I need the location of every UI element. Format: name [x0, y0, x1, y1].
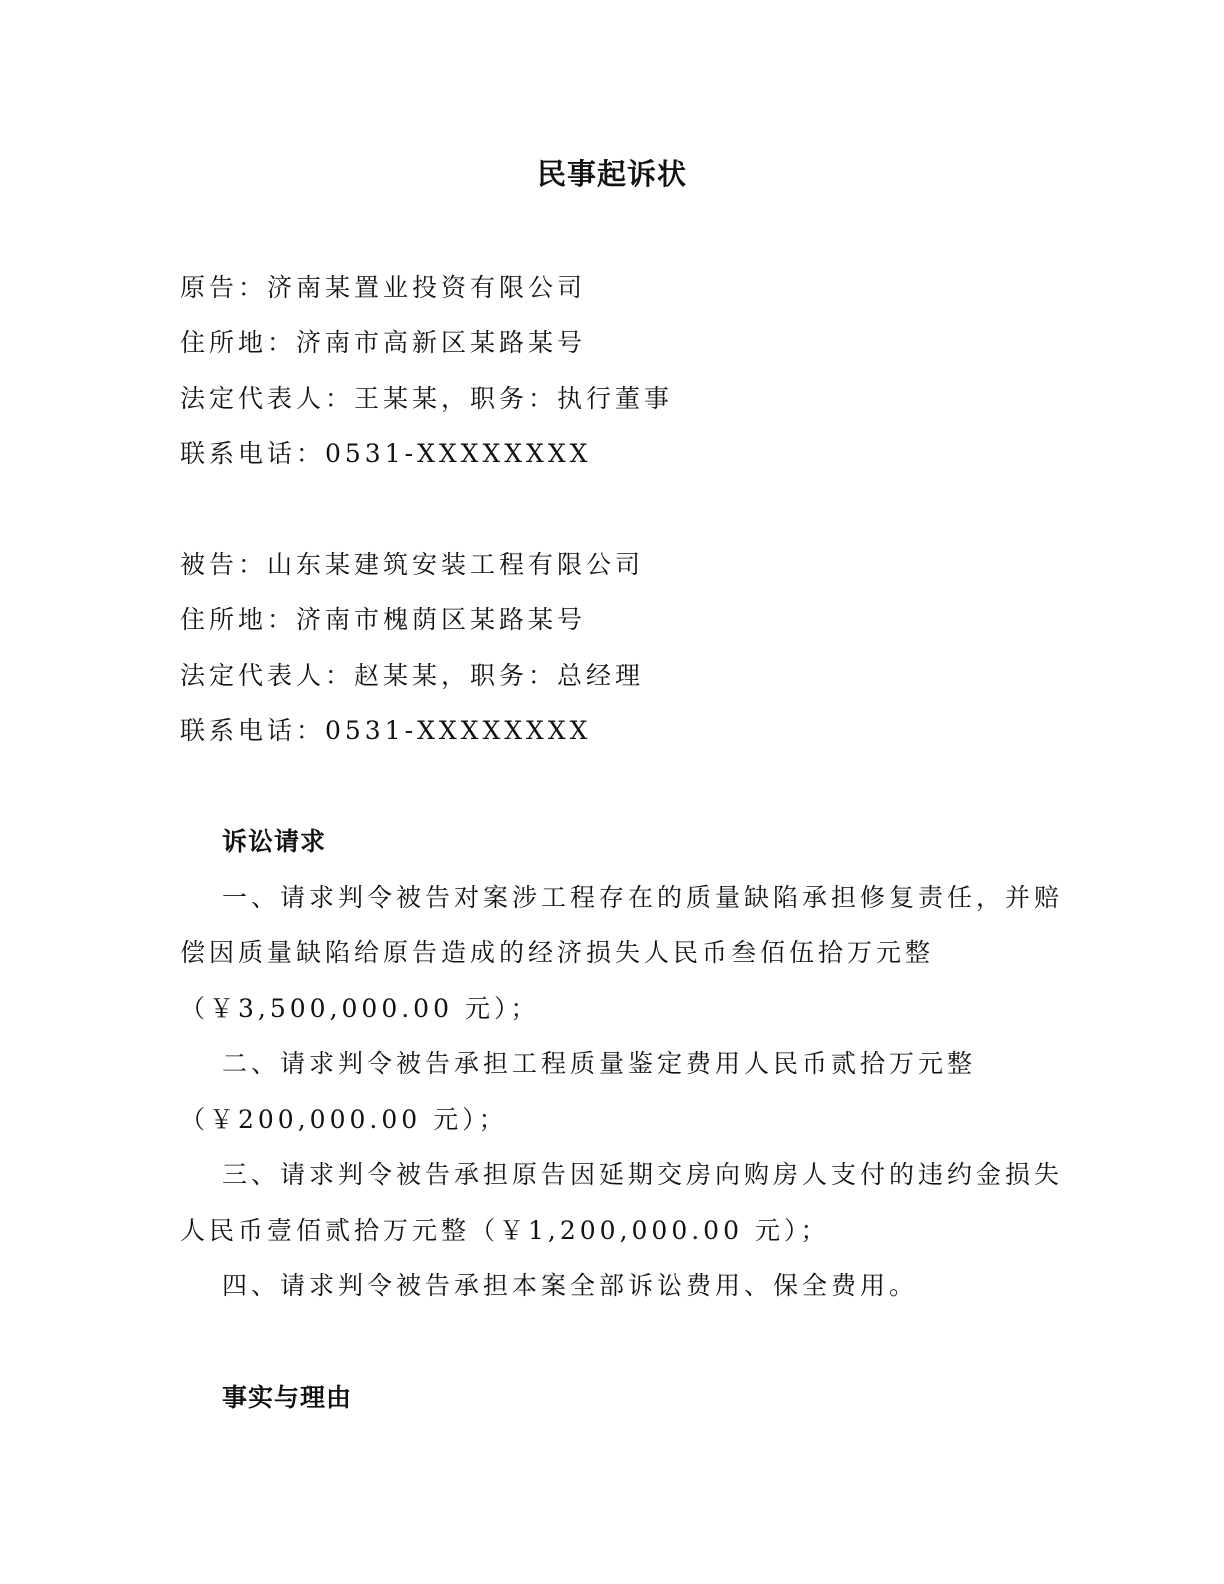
- defendant-phone: 联系电话：0531-XXXXXXXX: [180, 716, 592, 745]
- claim-line: （￥200,000.00 元）；: [180, 1105, 508, 1134]
- claim-line: 三、请求判令被告承担原告因延期交房向购房人支付的违约金损失: [222, 1160, 1064, 1189]
- plaintiff-representative: 法定代表人：王某某，职务：执行董事: [180, 384, 674, 413]
- claim-line: 偿因质量缺陷给原告造成的经济损失人民币叁佰伍拾万元整: [180, 938, 935, 967]
- claim-line: （￥3,500,000.00 元）；: [180, 994, 540, 1023]
- defendant-name: 被告：山东某建筑安装工程有限公司: [180, 550, 645, 579]
- facts-heading: 事实与理由: [222, 1383, 353, 1412]
- claim-line: 一、请求判令被告对案涉工程存在的质量缺陷承担修复责任，并赔: [222, 883, 1064, 912]
- claims-heading: 诉讼请求: [222, 827, 327, 856]
- document-title: 民事起诉状: [536, 157, 687, 191]
- defendant-representative: 法定代表人：赵某某，职务：总经理: [180, 661, 645, 690]
- claim-line: 人民币壹佰贰拾万元整（￥1,200,000.00 元）；: [180, 1216, 830, 1245]
- plaintiff-address: 住所地：济南市高新区某路某号: [180, 328, 587, 357]
- claim-line: 二、请求判令被告承担工程质量鉴定费用人民币贰拾万元整: [222, 1049, 977, 1078]
- plaintiff-phone: 联系电话：0531-XXXXXXXX: [180, 439, 592, 468]
- plaintiff-name: 原告：济南某置业投资有限公司: [180, 273, 587, 302]
- defendant-address: 住所地：济南市槐荫区某路某号: [180, 605, 587, 634]
- claim-line: 四、请求判令被告承担本案全部诉讼费用、保全费用。: [222, 1271, 919, 1300]
